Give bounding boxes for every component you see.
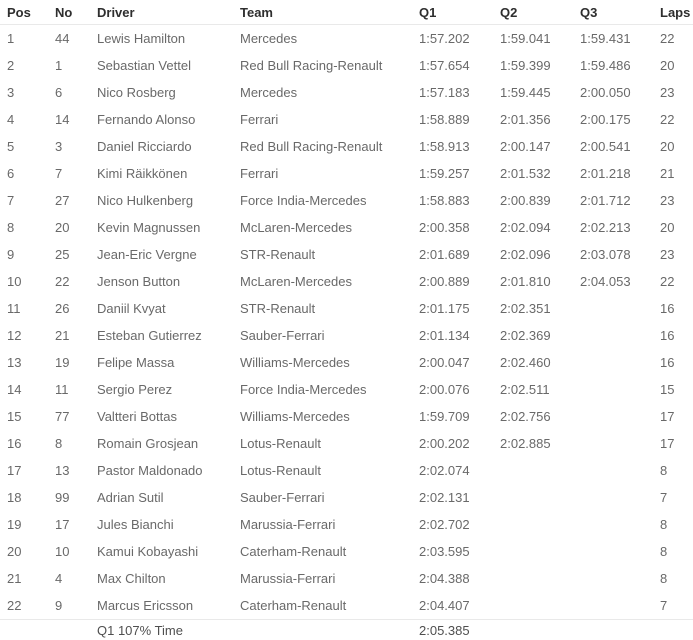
cell-q1: 2:03.595 bbox=[419, 544, 470, 559]
cell-q2 bbox=[500, 457, 580, 484]
cell-q3 bbox=[580, 295, 660, 322]
cell-laps: 16 bbox=[660, 301, 675, 316]
cell-pos: 2 bbox=[7, 58, 15, 73]
cell-pos: 6 bbox=[7, 166, 15, 181]
cell-q2: 2:02.460 bbox=[500, 355, 551, 370]
cell-q2: 2:00.147 bbox=[500, 139, 551, 154]
cell-laps: 8 bbox=[660, 517, 668, 532]
table-row bbox=[0, 79, 693, 106]
cell-driver: Sergio Perez bbox=[97, 382, 173, 397]
cell-q3: 2:00.050 bbox=[580, 85, 631, 100]
cell-pos: 19 bbox=[7, 517, 22, 532]
cell-driver: Jean-Eric Vergne bbox=[97, 247, 197, 262]
cell-team: Lotus-Renault bbox=[240, 463, 321, 478]
cell-no: 13 bbox=[55, 463, 70, 478]
cell-no: 4 bbox=[55, 571, 63, 586]
cell-laps: 20 bbox=[660, 220, 675, 235]
cell-q2: 1:59.445 bbox=[500, 85, 551, 100]
cell-q1: 2:01.134 bbox=[419, 328, 470, 343]
cell-driver: Lewis Hamilton bbox=[97, 31, 186, 46]
table-footer bbox=[0, 620, 693, 640]
cell-team: Red Bull Racing-Renault bbox=[240, 58, 383, 73]
cell-pos: 20 bbox=[7, 544, 22, 559]
table-row bbox=[0, 592, 693, 620]
cell-pos: 21 bbox=[7, 571, 22, 586]
cell-driver: Jules Bianchi bbox=[97, 517, 174, 532]
cell-driver: Esteban Gutierrez bbox=[97, 328, 202, 343]
cell-driver: Kevin Magnussen bbox=[97, 220, 201, 235]
cell-pos: 4 bbox=[7, 112, 15, 127]
cell-q1: 1:57.202 bbox=[419, 31, 470, 46]
table-row bbox=[0, 376, 693, 403]
cell-team: Force India-Mercedes bbox=[240, 382, 367, 397]
cell-q2 bbox=[500, 538, 580, 565]
cell-laps: 8 bbox=[660, 463, 668, 478]
cell-q2 bbox=[500, 592, 580, 620]
cell-laps: 22 bbox=[660, 112, 675, 127]
cell-team bbox=[240, 620, 419, 640]
cell-no: 21 bbox=[55, 328, 70, 343]
cell-q1: 2:00.358 bbox=[419, 220, 470, 235]
cell-laps: 23 bbox=[660, 193, 675, 208]
cell-laps: 7 bbox=[660, 490, 668, 505]
cell-q3 bbox=[580, 457, 660, 484]
cell-driver: Valtteri Bottas bbox=[97, 409, 177, 424]
cell-laps: 17 bbox=[660, 409, 675, 424]
cell-q3 bbox=[580, 349, 660, 376]
cell-driver: Daniel Ricciardo bbox=[97, 139, 192, 154]
cell-q1: 2:05.385 bbox=[419, 620, 500, 640]
table-row bbox=[0, 160, 693, 187]
cell-team: Force India-Mercedes bbox=[240, 193, 367, 208]
cell-q3: 2:01.712 bbox=[580, 193, 631, 208]
cell-pos: 5 bbox=[7, 139, 15, 154]
cell-driver: Adrian Sutil bbox=[97, 490, 164, 505]
cell-q2: 2:02.096 bbox=[500, 247, 551, 262]
cell-laps: 22 bbox=[660, 31, 675, 46]
cell-team: Marussia-Ferrari bbox=[240, 571, 336, 586]
cell-pos: 16 bbox=[7, 436, 22, 451]
cell-q2: 2:01.532 bbox=[500, 166, 551, 181]
table-row bbox=[0, 268, 693, 295]
cell-no: 10 bbox=[55, 544, 70, 559]
cell-driver: Sebastian Vettel bbox=[97, 58, 191, 73]
cell-no bbox=[55, 620, 97, 640]
cell-no: 11 bbox=[55, 382, 69, 397]
cell-q3 bbox=[580, 484, 660, 511]
cell-q2: 1:59.399 bbox=[500, 58, 551, 73]
cell-pos: 18 bbox=[7, 490, 22, 505]
cell-q3: 2:00.541 bbox=[580, 139, 631, 154]
cell-q2 bbox=[500, 620, 580, 640]
cell-q1: 1:57.183 bbox=[419, 85, 470, 100]
cell-pos: 22 bbox=[7, 598, 22, 613]
table-header bbox=[0, 0, 693, 25]
cell-q3: 2:02.213 bbox=[580, 220, 631, 235]
cell-no: 22 bbox=[55, 274, 70, 289]
cell-q1: 1:58.883 bbox=[419, 193, 470, 208]
cell-driver: Marcus Ericsson bbox=[97, 598, 194, 613]
table-row bbox=[0, 25, 693, 53]
cell-q3: 2:00.175 bbox=[580, 112, 631, 127]
cell-q3 bbox=[580, 620, 660, 640]
cell-team: Sauber-Ferrari bbox=[240, 490, 325, 505]
table-row bbox=[0, 214, 693, 241]
cell-q1: 1:58.889 bbox=[419, 112, 470, 127]
cell-no: 8 bbox=[55, 436, 63, 451]
cell-laps: 16 bbox=[660, 355, 675, 370]
table-row bbox=[0, 403, 693, 430]
cell-team: STR-Renault bbox=[240, 247, 316, 262]
table-row bbox=[0, 106, 693, 133]
cell-team: Lotus-Renault bbox=[240, 436, 321, 451]
table-row bbox=[0, 52, 693, 79]
column-header-no: No bbox=[55, 0, 97, 25]
cell-team: Caterham-Renault bbox=[240, 598, 347, 613]
cell-driver: Q1 107% Time bbox=[97, 620, 240, 640]
cell-pos: 10 bbox=[7, 274, 22, 289]
cell-driver: Max Chilton bbox=[97, 571, 166, 586]
cell-q3: 1:59.486 bbox=[580, 58, 631, 73]
cell-no: 19 bbox=[55, 355, 70, 370]
cell-q2: 2:02.756 bbox=[500, 409, 551, 424]
cell-no: 6 bbox=[55, 85, 63, 100]
cell-q1: 2:00.076 bbox=[419, 382, 470, 397]
cell-laps: 23 bbox=[660, 85, 675, 100]
cell-no: 1 bbox=[55, 58, 63, 73]
table-row bbox=[0, 430, 693, 457]
table-row bbox=[0, 133, 693, 160]
table-row bbox=[0, 187, 693, 214]
cell-q2: 2:02.369 bbox=[500, 328, 551, 343]
cell-q2: 2:01.810 bbox=[500, 274, 551, 289]
cell-q3: 2:04.053 bbox=[580, 274, 631, 289]
cell-driver: Kamui Kobayashi bbox=[97, 544, 199, 559]
cell-q1: 1:57.654 bbox=[419, 58, 470, 73]
cell-no: 17 bbox=[55, 517, 70, 532]
cell-no: 20 bbox=[55, 220, 70, 235]
cell-laps: 20 bbox=[660, 58, 675, 73]
cell-driver: Pastor Maldonado bbox=[97, 463, 203, 478]
cell-pos: 17 bbox=[7, 463, 22, 478]
cell-team: Mercedes bbox=[240, 85, 298, 100]
table-row bbox=[0, 538, 693, 565]
table-row bbox=[0, 295, 693, 322]
cell-q3 bbox=[580, 538, 660, 565]
cell-no: 25 bbox=[55, 247, 70, 262]
cell-q2: 2:01.356 bbox=[500, 112, 551, 127]
cell-laps bbox=[660, 620, 693, 640]
cell-q2 bbox=[500, 511, 580, 538]
cell-q2: 2:00.839 bbox=[500, 193, 551, 208]
cell-team: Williams-Mercedes bbox=[240, 355, 350, 370]
table-row bbox=[0, 322, 693, 349]
cell-q2 bbox=[500, 565, 580, 592]
cell-q3: 1:59.431 bbox=[580, 31, 631, 46]
cell-driver: Jenson Button bbox=[97, 274, 181, 289]
cell-q3 bbox=[580, 430, 660, 457]
cell-team: STR-Renault bbox=[240, 301, 316, 316]
cell-driver: Kimi Räikkönen bbox=[97, 166, 188, 181]
table-row bbox=[0, 457, 693, 484]
column-header-laps: Laps bbox=[660, 0, 693, 25]
cell-q3: 2:03.078 bbox=[580, 247, 631, 262]
table-body bbox=[0, 25, 693, 620]
cell-team: McLaren-Mercedes bbox=[240, 274, 352, 289]
cell-no: 77 bbox=[55, 409, 70, 424]
cell-driver: Felipe Massa bbox=[97, 355, 175, 370]
cell-team: Mercedes bbox=[240, 31, 298, 46]
cell-team: Red Bull Racing-Renault bbox=[240, 139, 383, 154]
cell-q1: 2:01.689 bbox=[419, 247, 470, 262]
cell-team: Ferrari bbox=[240, 112, 279, 127]
cell-pos: 1 bbox=[7, 31, 15, 46]
cell-laps: 8 bbox=[660, 571, 668, 586]
cell-laps: 17 bbox=[660, 436, 675, 451]
cell-q1: 1:59.257 bbox=[419, 166, 470, 181]
cell-q2: 2:02.351 bbox=[500, 301, 551, 316]
column-header-q1: Q1 bbox=[419, 0, 500, 25]
cell-q2: 2:02.885 bbox=[500, 436, 551, 451]
cell-laps: 20 bbox=[660, 139, 675, 154]
cell-laps: 21 bbox=[660, 166, 675, 181]
cell-q3 bbox=[580, 565, 660, 592]
column-header-pos: Pos bbox=[0, 0, 55, 25]
cell-no: 26 bbox=[55, 301, 70, 316]
cell-driver: Nico Hulkenberg bbox=[97, 193, 194, 208]
cell-driver: Romain Grosjean bbox=[97, 436, 199, 451]
cell-pos: 7 bbox=[7, 193, 15, 208]
cell-driver: Daniil Kvyat bbox=[97, 301, 166, 316]
cell-q3 bbox=[580, 592, 660, 620]
cell-team: McLaren-Mercedes bbox=[240, 220, 352, 235]
cell-team: Caterham-Renault bbox=[240, 544, 347, 559]
cell-team: Marussia-Ferrari bbox=[240, 517, 336, 532]
cell-no: 9 bbox=[55, 598, 63, 613]
column-header-team: Team bbox=[240, 0, 419, 25]
cell-q1: 2:02.131 bbox=[419, 490, 470, 505]
cell-q2: 1:59.041 bbox=[500, 31, 551, 46]
cell-no: 99 bbox=[55, 490, 70, 505]
cell-q3 bbox=[580, 403, 660, 430]
cell-q1: 2:04.407 bbox=[419, 598, 470, 613]
cell-q3 bbox=[580, 376, 660, 403]
cell-no: 14 bbox=[55, 112, 70, 127]
table-row bbox=[0, 241, 693, 268]
table-row bbox=[0, 484, 693, 511]
cell-no: 44 bbox=[55, 31, 70, 46]
cell-pos: 12 bbox=[7, 328, 22, 343]
cell-no: 7 bbox=[55, 166, 63, 181]
table-header-row bbox=[0, 0, 693, 25]
cell-q1: 2:00.889 bbox=[419, 274, 470, 289]
cell-driver: Nico Rosberg bbox=[97, 85, 176, 100]
cell-laps: 22 bbox=[660, 274, 675, 289]
cell-laps: 16 bbox=[660, 328, 675, 343]
cell-q1: 1:58.913 bbox=[419, 139, 470, 154]
cell-team: Williams-Mercedes bbox=[240, 409, 350, 424]
cell-pos: 9 bbox=[7, 247, 15, 262]
cell-q2: 2:02.094 bbox=[500, 220, 551, 235]
cell-q1: 2:04.388 bbox=[419, 571, 470, 586]
cell-team: Sauber-Ferrari bbox=[240, 328, 325, 343]
cell-q3 bbox=[580, 322, 660, 349]
table-row bbox=[0, 565, 693, 592]
cell-driver: Fernando Alonso bbox=[97, 112, 196, 127]
table-row bbox=[0, 511, 693, 538]
cell-q1: 2:01.175 bbox=[419, 301, 470, 316]
cell-q1: 2:02.074 bbox=[419, 463, 470, 478]
cell-q3: 2:01.218 bbox=[580, 166, 631, 181]
cell-laps: 8 bbox=[660, 544, 668, 559]
cell-laps: 23 bbox=[660, 247, 675, 262]
table-row bbox=[0, 349, 693, 376]
q1-107-percent-row bbox=[0, 620, 693, 640]
column-header-driver: Driver bbox=[97, 0, 240, 25]
cell-no: 3 bbox=[55, 139, 63, 154]
cell-q3 bbox=[580, 511, 660, 538]
cell-laps: 7 bbox=[660, 598, 668, 613]
cell-team: Ferrari bbox=[240, 166, 279, 181]
cell-pos: 13 bbox=[7, 355, 22, 370]
cell-q1: 1:59.709 bbox=[419, 409, 470, 424]
column-header-q2: Q2 bbox=[500, 0, 580, 25]
cell-pos bbox=[0, 620, 55, 640]
column-header-q3: Q3 bbox=[580, 0, 660, 25]
cell-pos: 8 bbox=[7, 220, 15, 235]
cell-pos: 11 bbox=[7, 301, 21, 316]
cell-q1: 2:02.702 bbox=[419, 517, 470, 532]
cell-q2: 2:02.511 bbox=[500, 382, 550, 397]
cell-q1: 2:00.202 bbox=[419, 436, 470, 451]
cell-pos: 3 bbox=[7, 85, 15, 100]
cell-q2 bbox=[500, 484, 580, 511]
cell-no: 27 bbox=[55, 193, 70, 208]
cell-pos: 14 bbox=[7, 382, 22, 397]
cell-pos: 15 bbox=[7, 409, 22, 424]
cell-q1: 2:00.047 bbox=[419, 355, 470, 370]
cell-laps: 15 bbox=[660, 382, 675, 397]
